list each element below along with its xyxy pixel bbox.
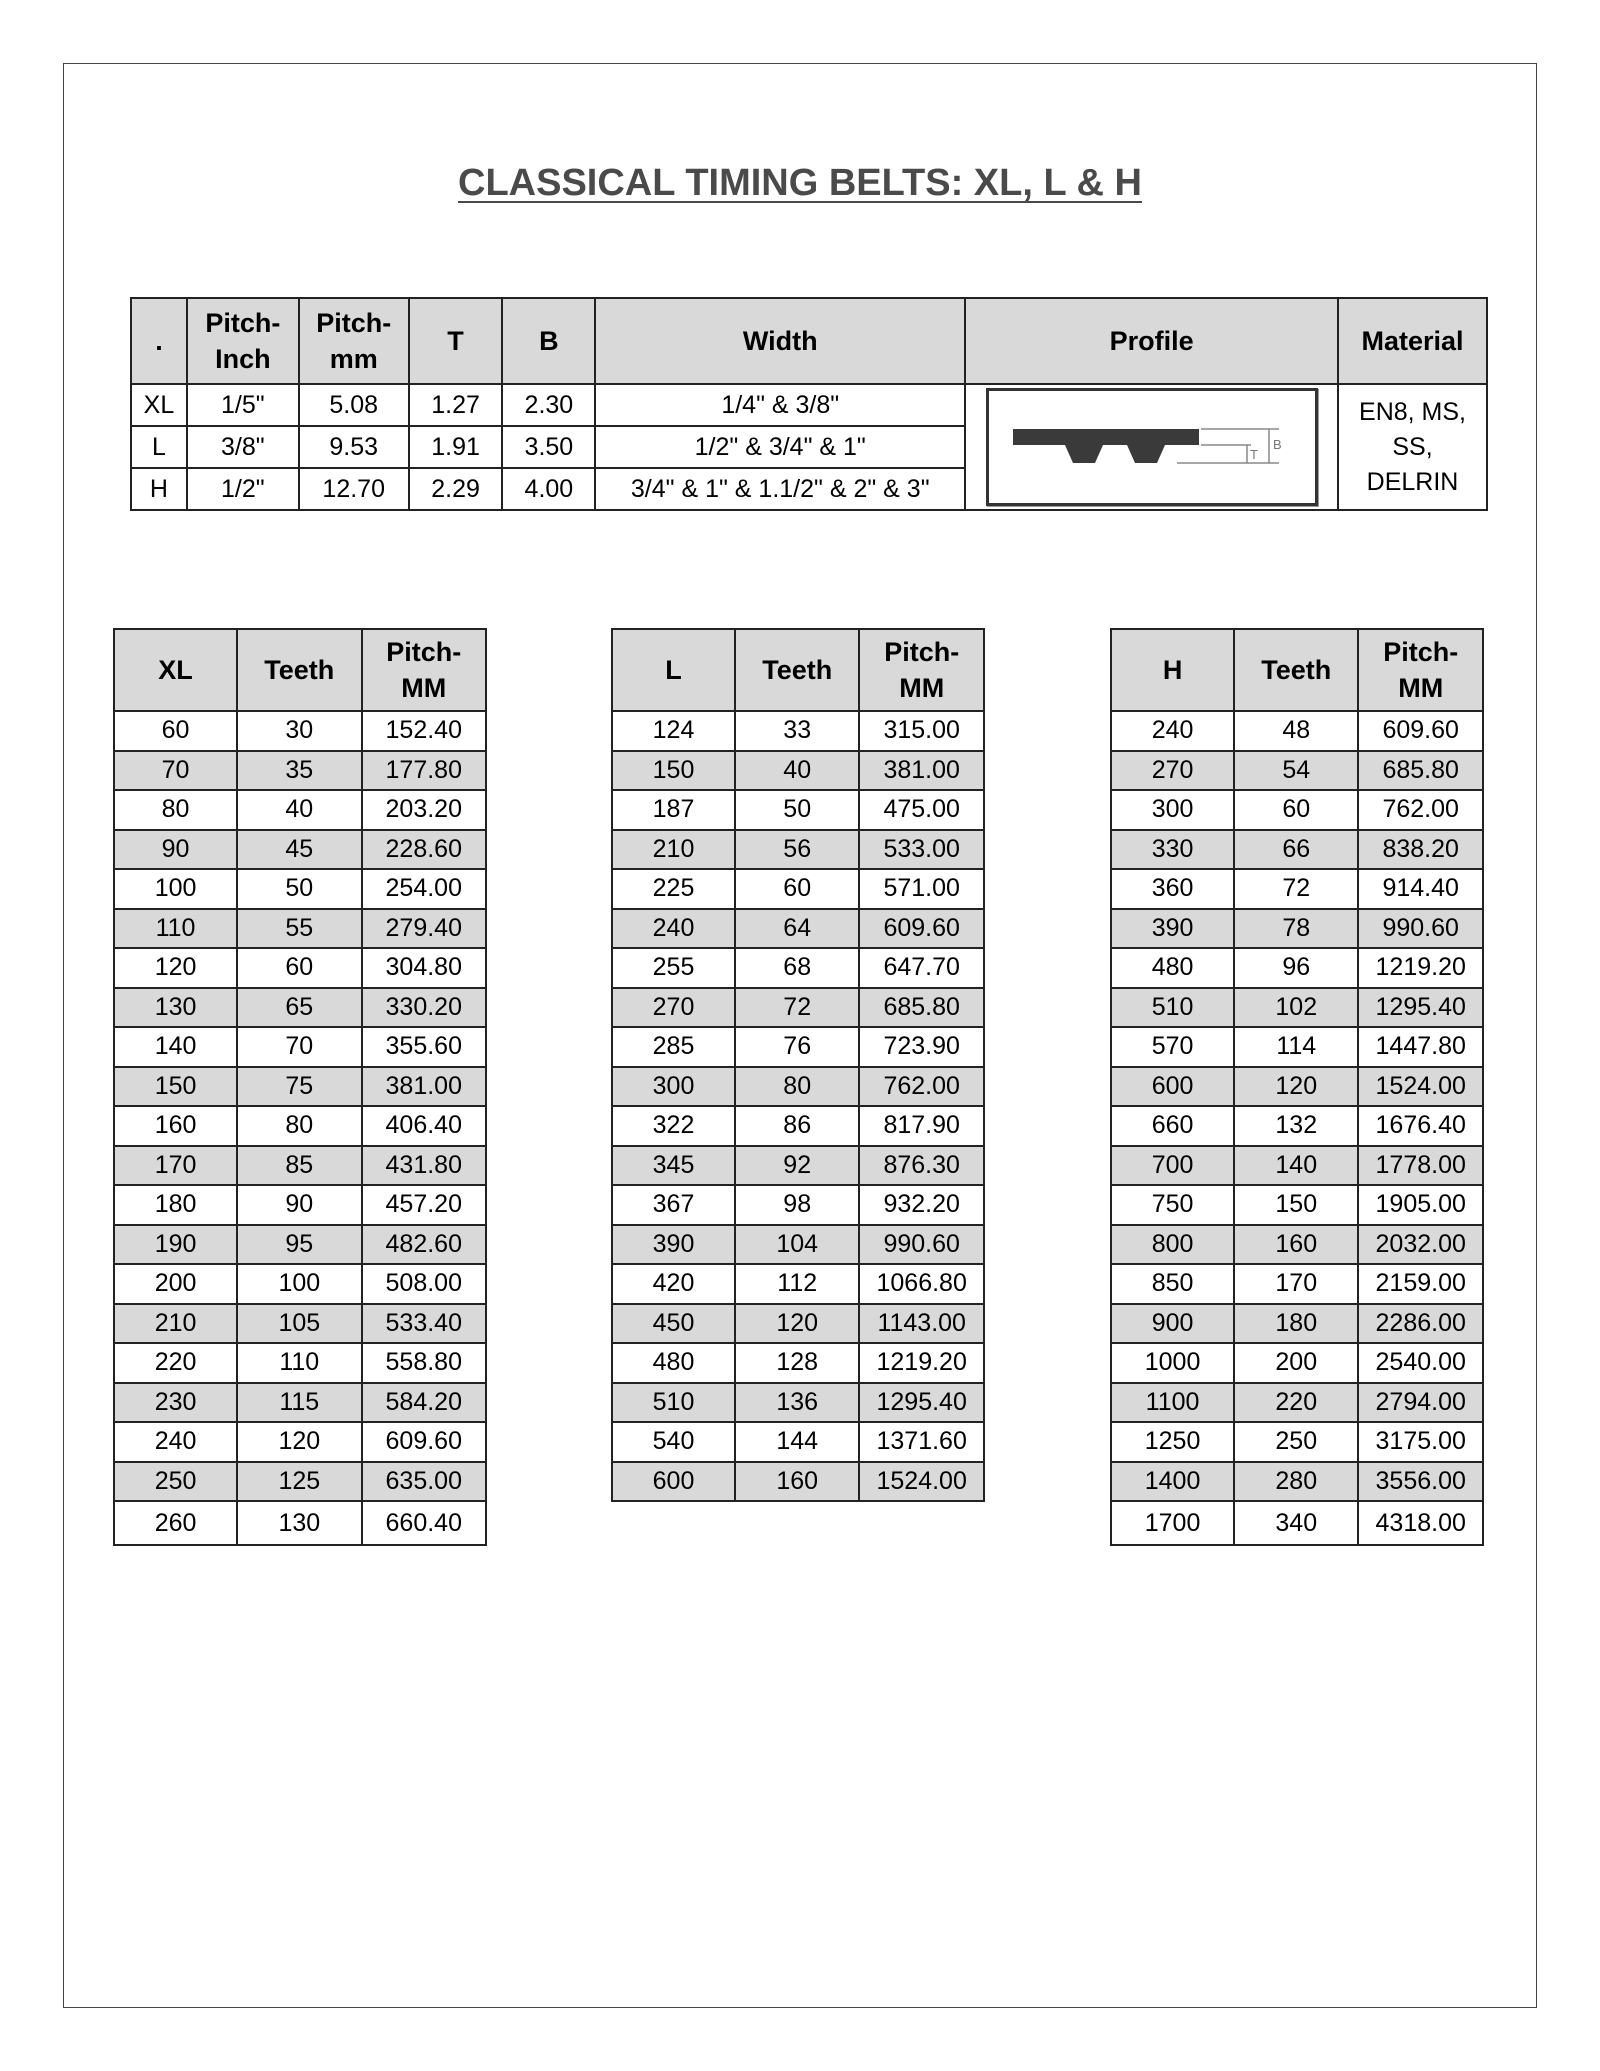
belt-size-cell: 1700 [1111,1501,1234,1545]
teeth-cell: 60 [735,869,859,909]
pitch-mm-cell: 584.20 [362,1383,487,1423]
belt-size-cell: 250 [114,1462,237,1502]
belt-size-cell: 170 [114,1146,237,1186]
pitch-mm-cell: 475.00 [859,790,984,830]
table-row [1111,790,1483,830]
teeth-cell: 102 [1234,988,1358,1028]
teeth-cell: 160 [735,1462,859,1502]
belt-profile-diagram [986,388,1318,506]
table-row [612,751,984,791]
table-row [1111,1343,1483,1383]
belt-size-cell: 70 [114,751,237,791]
header-teeth: Teeth [237,629,361,711]
table-row [1111,1146,1483,1186]
spec-cell: 9.53 [299,426,409,468]
spec-cell: L [131,426,187,468]
table-row [114,1067,486,1107]
pitch-mm-cell: 914.40 [1358,869,1483,909]
belt-size-cell: 1400 [1111,1462,1234,1502]
pitch-mm-cell: 381.00 [362,1067,487,1107]
spec-header-type: . [131,298,187,384]
pitch-mm-cell: 381.00 [859,751,984,791]
spec-cell: 1.91 [409,426,503,468]
table-row [114,830,486,870]
table-row [612,790,984,830]
header-belt-size: L [612,629,735,711]
pitch-mm-cell: 1219.20 [859,1343,984,1383]
pitch-mm-cell: 152.40 [362,711,487,751]
pitch-mm-cell: 609.60 [1358,711,1483,751]
teeth-cell: 160 [1234,1225,1358,1265]
belt-size-cell: 700 [1111,1146,1234,1186]
belt-size-cell: 420 [612,1264,735,1304]
belt-size-cell: 160 [114,1106,237,1146]
belt-size-cell: 80 [114,790,237,830]
table-row [612,1383,984,1423]
table-header-row [114,629,486,711]
pitch-mm-cell: 635.00 [362,1462,487,1502]
spec-cell: 1.27 [409,384,503,426]
pitch-mm-cell: 1066.80 [859,1264,984,1304]
teeth-cell: 132 [1234,1106,1358,1146]
teeth-cell: 86 [735,1106,859,1146]
table-row [1111,751,1483,791]
table-row [1111,1422,1483,1462]
teeth-cell: 180 [1234,1304,1358,1344]
pitch-mm-cell: 2032.00 [1358,1225,1483,1265]
belt-size-cell: 750 [1111,1185,1234,1225]
spec-table [130,297,1488,511]
header-pitch-mm: Pitch- MM [859,629,984,711]
pitch-mm-cell: 558.80 [362,1343,487,1383]
table-row [1111,1027,1483,1067]
belt-size-cell: 200 [114,1264,237,1304]
belt-size-cell: 360 [1111,869,1234,909]
teeth-cell: 76 [735,1027,859,1067]
teeth-cell: 45 [237,830,361,870]
teeth-cell: 120 [237,1422,361,1462]
belt-size-cell: 1250 [1111,1422,1234,1462]
page-title: CLASSICAL TIMING BELTS: XL, L & H [458,162,1142,204]
teeth-cell: 80 [237,1106,361,1146]
teeth-cell: 72 [735,988,859,1028]
teeth-cell: 33 [735,711,859,751]
table-row [114,1422,486,1462]
xl-belt-table [113,628,487,1546]
table-row [612,1225,984,1265]
teeth-cell: 72 [1234,869,1358,909]
table-row [612,1027,984,1067]
belt-size-cell: 210 [612,830,735,870]
pitch-mm-cell: 1447.80 [1358,1027,1483,1067]
belt-size-cell: 1000 [1111,1343,1234,1383]
table-row [612,909,984,949]
table-row [114,1106,486,1146]
pitch-mm-cell: 3175.00 [1358,1422,1483,1462]
belt-size-cell: 230 [114,1383,237,1423]
belt-size-cell: 390 [612,1225,735,1265]
pitch-mm-cell: 838.20 [1358,830,1483,870]
teeth-cell: 54 [1234,751,1358,791]
belt-size-cell: 150 [612,751,735,791]
spec-cell: 1/2" & 3/4" & 1" [595,426,965,468]
spec-cell: XL [131,384,187,426]
teeth-cell: 35 [237,751,361,791]
table-row [612,1106,984,1146]
spec-cell: 1/5" [187,384,299,426]
belt-size-cell: 225 [612,869,735,909]
material-cell: EN8, MS, SS, DELRIN [1338,384,1487,510]
belt-size-cell: 480 [1111,948,1234,988]
teeth-cell: 70 [237,1027,361,1067]
belt-size-cell: 130 [114,988,237,1028]
table-row [612,1146,984,1186]
table-row [1111,1225,1483,1265]
table-row [1111,711,1483,751]
belt-size-cell: 390 [1111,909,1234,949]
pitch-mm-cell: 203.20 [362,790,487,830]
spec-cell: 1/2" [187,468,299,510]
pitch-mm-cell: 647.70 [859,948,984,988]
teeth-cell: 65 [237,988,361,1028]
teeth-cell: 78 [1234,909,1358,949]
pitch-mm-cell: 1295.40 [859,1383,984,1423]
table-row [612,830,984,870]
profile-b-label: B [1272,437,1282,452]
table-row [1111,1501,1483,1545]
teeth-cell: 125 [237,1462,361,1502]
belt-size-cell: 255 [612,948,735,988]
teeth-cell: 250 [1234,1422,1358,1462]
table-row [612,1067,984,1107]
table-row [114,1501,486,1545]
table-row [612,948,984,988]
teeth-cell: 60 [237,948,361,988]
pitch-mm-cell: 304.80 [362,948,487,988]
table-row [612,988,984,1028]
spec-row-xl [131,384,1487,426]
teeth-cell: 98 [735,1185,859,1225]
belt-size-cell: 90 [114,830,237,870]
table-row [612,711,984,751]
spec-cell: 5.08 [299,384,409,426]
header-teeth: Teeth [1234,629,1358,711]
belt-size-cell: 150 [114,1067,237,1107]
belt-size-cell: 450 [612,1304,735,1344]
belt-size-cell: 900 [1111,1304,1234,1344]
belt-size-cell: 367 [612,1185,735,1225]
pitch-mm-cell: 571.00 [859,869,984,909]
spec-header-row [131,298,1487,384]
belt-size-cell: 210 [114,1304,237,1344]
spec-cell: 3/8" [187,426,299,468]
h-belt-table [1110,628,1484,1546]
spec-cell: 2.30 [502,384,595,426]
pitch-mm-cell: 533.00 [859,830,984,870]
belt-size-cell: 540 [612,1422,735,1462]
profile-cell [965,384,1338,510]
table-row [114,1146,486,1186]
pitch-mm-cell: 279.40 [362,909,487,949]
pitch-mm-cell: 2794.00 [1358,1383,1483,1423]
header-belt-size: H [1111,629,1234,711]
belt-size-cell: 270 [1111,751,1234,791]
belt-size-cell: 124 [612,711,735,751]
table-row [114,1027,486,1067]
belt-size-cell: 800 [1111,1225,1234,1265]
l-belt-table [611,628,985,1502]
header-belt-size: XL [114,629,237,711]
teeth-cell: 75 [237,1067,361,1107]
pitch-mm-cell: 876.30 [859,1146,984,1186]
spec-cell: 3/4" & 1" & 1.1/2" & 2" & 3" [595,468,965,510]
pitch-mm-cell: 1676.40 [1358,1106,1483,1146]
table-row [612,1462,984,1502]
pitch-mm-cell: 508.00 [362,1264,487,1304]
pitch-mm-cell: 1905.00 [1358,1185,1483,1225]
header-pitch-mm: Pitch- MM [362,629,487,711]
pitch-mm-cell: 685.80 [859,988,984,1028]
teeth-cell: 110 [237,1343,361,1383]
belt-size-cell: 345 [612,1146,735,1186]
table-row [612,1264,984,1304]
table-row [114,869,486,909]
spec-cell: 12.70 [299,468,409,510]
spec-header-profile: Profile [965,298,1338,384]
table-row [612,1422,984,1462]
teeth-cell: 100 [237,1264,361,1304]
pitch-mm-cell: 1219.20 [1358,948,1483,988]
belt-size-cell: 850 [1111,1264,1234,1304]
spec-cell: 3.50 [502,426,595,468]
teeth-cell: 48 [1234,711,1358,751]
teeth-cell: 30 [237,711,361,751]
spec-header-width: Width [595,298,965,384]
belt-size-cell: 480 [612,1343,735,1383]
pitch-mm-cell: 1371.60 [859,1422,984,1462]
teeth-cell: 50 [735,790,859,830]
belt-size-cell: 220 [114,1343,237,1383]
table-row [114,790,486,830]
spec-header-b: B [502,298,595,384]
spec-cell: 1/4" & 3/8" [595,384,965,426]
pitch-mm-cell: 228.60 [362,830,487,870]
header-teeth: Teeth [735,629,859,711]
teeth-cell: 114 [1234,1027,1358,1067]
pitch-mm-cell: 533.40 [362,1304,487,1344]
belt-size-cell: 270 [612,988,735,1028]
table-row [114,1264,486,1304]
pitch-mm-cell: 431.80 [362,1146,487,1186]
teeth-cell: 136 [735,1383,859,1423]
teeth-cell: 92 [735,1146,859,1186]
table-header-row [612,629,984,711]
pitch-mm-cell: 1778.00 [1358,1146,1483,1186]
teeth-cell: 64 [735,909,859,949]
teeth-cell: 120 [735,1304,859,1344]
header-pitch-mm: Pitch- MM [1358,629,1483,711]
table-row [1111,1383,1483,1423]
profile-t-label: T [1249,447,1258,462]
pitch-mm-cell: 254.00 [362,869,487,909]
pitch-mm-cell: 1295.40 [1358,988,1483,1028]
table-row [612,1185,984,1225]
pitch-mm-cell: 1524.00 [859,1462,984,1502]
teeth-cell: 144 [735,1422,859,1462]
pitch-mm-cell: 355.60 [362,1027,487,1067]
pitch-mm-cell: 762.00 [1358,790,1483,830]
belt-size-cell: 300 [1111,790,1234,830]
belt-size-cell: 570 [1111,1027,1234,1067]
teeth-cell: 68 [735,948,859,988]
belt-size-cell: 187 [612,790,735,830]
pitch-mm-cell: 685.80 [1358,751,1483,791]
pitch-mm-cell: 990.60 [1358,909,1483,949]
belt-size-cell: 60 [114,711,237,751]
teeth-cell: 130 [237,1501,361,1545]
teeth-cell: 40 [735,751,859,791]
belt-size-cell: 100 [114,869,237,909]
teeth-cell: 50 [237,869,361,909]
table-row [612,869,984,909]
teeth-cell: 105 [237,1304,361,1344]
pitch-mm-cell: 609.60 [362,1422,487,1462]
pitch-mm-cell: 4318.00 [1358,1501,1483,1545]
teeth-cell: 95 [237,1225,361,1265]
pitch-mm-cell: 457.20 [362,1185,487,1225]
pitch-mm-cell: 932.20 [859,1185,984,1225]
pitch-mm-cell: 2286.00 [1358,1304,1483,1344]
teeth-cell: 140 [1234,1146,1358,1186]
teeth-cell: 340 [1234,1501,1358,1545]
table-row [1111,1462,1483,1502]
teeth-cell: 60 [1234,790,1358,830]
pitch-mm-cell: 482.60 [362,1225,487,1265]
belt-size-cell: 240 [1111,711,1234,751]
belt-size-cell: 260 [114,1501,237,1545]
pitch-mm-cell: 1143.00 [859,1304,984,1344]
belt-size-cell: 240 [114,1422,237,1462]
pitch-mm-cell: 660.40 [362,1501,487,1545]
pitch-mm-cell: 609.60 [859,909,984,949]
table-row [1111,830,1483,870]
pitch-mm-cell: 2159.00 [1358,1264,1483,1304]
teeth-cell: 90 [237,1185,361,1225]
teeth-cell: 280 [1234,1462,1358,1502]
table-row [1111,1185,1483,1225]
table-row [114,1462,486,1502]
belt-size-cell: 180 [114,1185,237,1225]
teeth-cell: 85 [237,1146,361,1186]
spec-cell: H [131,468,187,510]
teeth-cell: 150 [1234,1185,1358,1225]
table-row [1111,1264,1483,1304]
teeth-cell: 80 [735,1067,859,1107]
pitch-mm-cell: 177.80 [362,751,487,791]
teeth-cell: 115 [237,1383,361,1423]
table-row [114,1185,486,1225]
table-row [114,1304,486,1344]
belt-size-cell: 120 [114,948,237,988]
belt-size-cell: 510 [612,1383,735,1423]
belt-size-cell: 600 [612,1462,735,1502]
table-row [1111,1106,1483,1146]
table-row [1111,909,1483,949]
teeth-cell: 200 [1234,1343,1358,1383]
spec-header-t: T [409,298,503,384]
table-row [114,909,486,949]
table-row [612,1343,984,1383]
table-row [612,1304,984,1344]
belt-size-cell: 510 [1111,988,1234,1028]
table-row [114,1383,486,1423]
pitch-mm-cell: 2540.00 [1358,1343,1483,1383]
table-row [114,1343,486,1383]
belt-size-cell: 600 [1111,1067,1234,1107]
pitch-mm-cell: 990.60 [859,1225,984,1265]
teeth-cell: 55 [237,909,361,949]
teeth-cell: 128 [735,1343,859,1383]
teeth-cell: 40 [237,790,361,830]
pitch-mm-cell: 406.40 [362,1106,487,1146]
belt-size-cell: 1100 [1111,1383,1234,1423]
table-header-row [1111,629,1483,711]
teeth-cell: 104 [735,1225,859,1265]
belt-size-cell: 660 [1111,1106,1234,1146]
teeth-cell: 66 [1234,830,1358,870]
spec-cell: 2.29 [409,468,503,510]
belt-profile-icon [989,391,1315,503]
table-row [114,751,486,791]
pitch-mm-cell: 817.90 [859,1106,984,1146]
teeth-cell: 220 [1234,1383,1358,1423]
teeth-cell: 112 [735,1264,859,1304]
spec-cell: 4.00 [502,468,595,510]
belt-size-cell: 110 [114,909,237,949]
teeth-cell: 120 [1234,1067,1358,1107]
table-row [1111,1304,1483,1344]
pitch-mm-cell: 723.90 [859,1027,984,1067]
pitch-mm-cell: 330.20 [362,988,487,1028]
spec-header-pitch-mm: Pitch- mm [299,298,409,384]
teeth-cell: 170 [1234,1264,1358,1304]
spec-header-pitch-inch: Pitch- Inch [187,298,299,384]
pitch-mm-cell: 315.00 [859,711,984,751]
belt-size-cell: 322 [612,1106,735,1146]
table-row [1111,948,1483,988]
belt-size-cell: 285 [612,1027,735,1067]
belt-size-cell: 140 [114,1027,237,1067]
pitch-mm-cell: 762.00 [859,1067,984,1107]
pitch-mm-cell: 1524.00 [1358,1067,1483,1107]
belt-size-cell: 190 [114,1225,237,1265]
teeth-cell: 96 [1234,948,1358,988]
table-row [114,1225,486,1265]
table-row [1111,988,1483,1028]
belt-size-cell: 330 [1111,830,1234,870]
table-row [114,948,486,988]
belt-size-cell: 300 [612,1067,735,1107]
table-row [114,711,486,751]
spec-header-material: Material [1338,298,1487,384]
belt-size-cell: 240 [612,909,735,949]
pitch-mm-cell: 3556.00 [1358,1462,1483,1502]
table-row [1111,1067,1483,1107]
table-row [114,988,486,1028]
teeth-cell: 56 [735,830,859,870]
table-row [1111,869,1483,909]
